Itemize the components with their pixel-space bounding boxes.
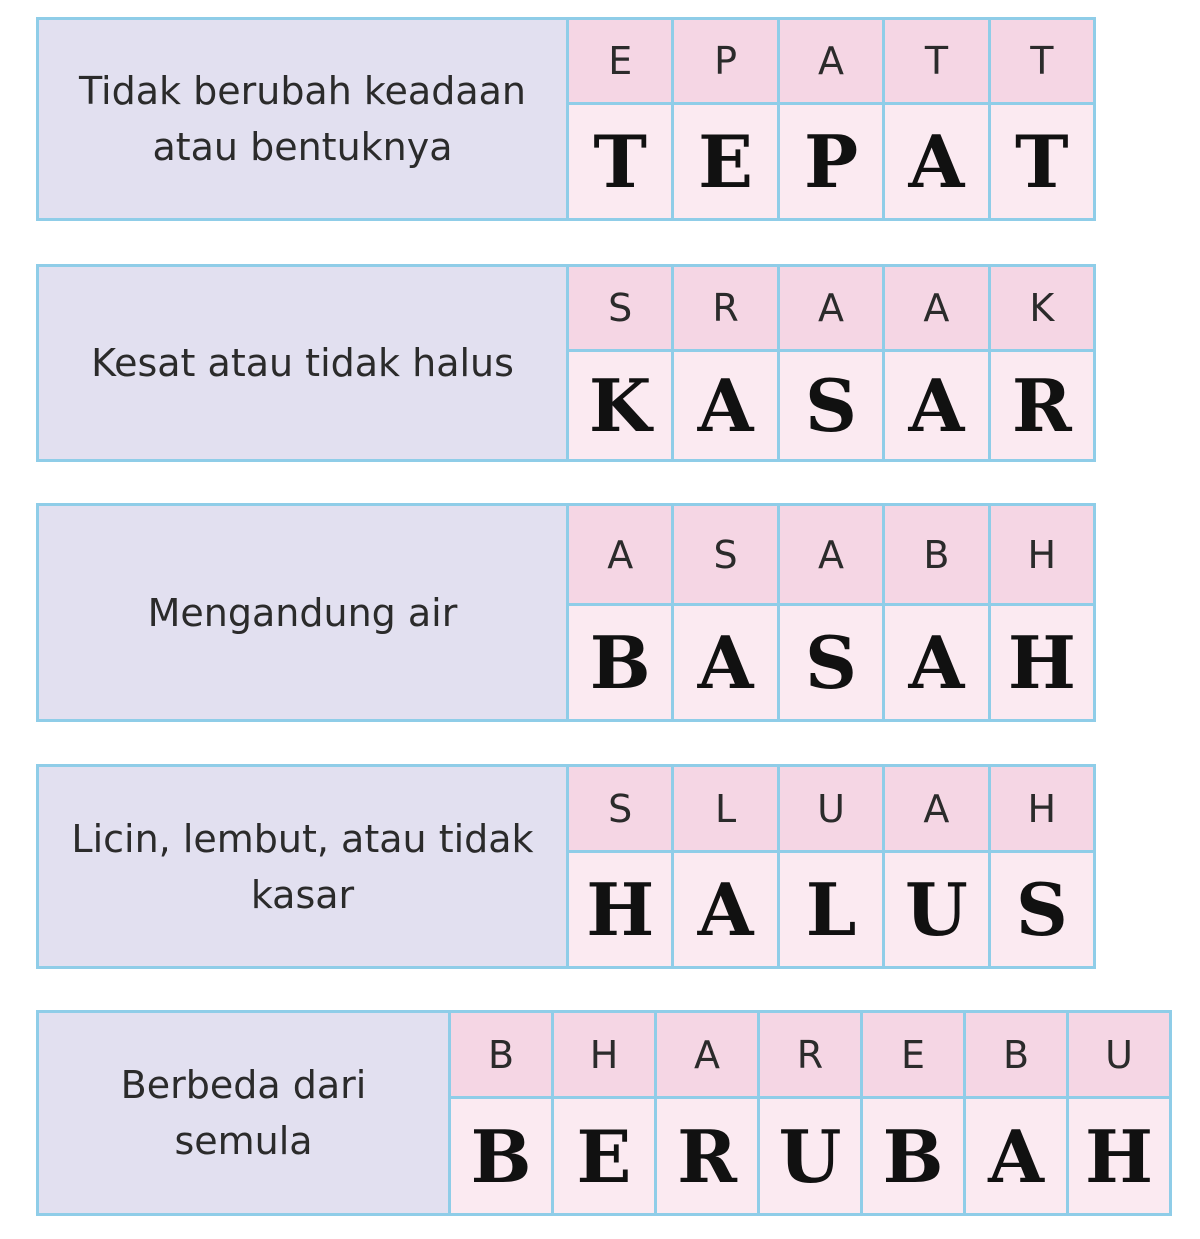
- scrambled-letter: A: [777, 506, 882, 603]
- letter-grid: [569, 20, 1093, 218]
- answer-letter: R: [988, 352, 1093, 459]
- answer-letter: K: [569, 352, 671, 459]
- clue-cell: [39, 1013, 451, 1213]
- answer-letters-row: [569, 105, 1093, 218]
- answer-letter: B: [451, 1099, 551, 1213]
- scrambled-letter: H: [551, 1013, 654, 1096]
- answer-letter: A: [882, 606, 987, 719]
- scrambled-letter: A: [777, 20, 882, 102]
- puzzle-row-3: [36, 503, 1096, 722]
- answer-letters-row: [569, 853, 1093, 966]
- answer-letter: L: [777, 853, 882, 966]
- scrambled-letter: A: [569, 506, 671, 603]
- answer-letters-row: [451, 1099, 1169, 1213]
- answer-letters-row: [569, 352, 1093, 459]
- answer-letter: U: [757, 1099, 860, 1213]
- scrambled-letters-row: [569, 20, 1093, 105]
- letter-grid: [569, 267, 1093, 459]
- puzzle-row-1: [36, 17, 1096, 221]
- clue-line: semula: [174, 1119, 313, 1163]
- scrambled-letter: A: [654, 1013, 757, 1096]
- letter-grid: [569, 506, 1093, 719]
- clue-cell: [39, 506, 569, 719]
- scrambled-letter: B: [882, 506, 987, 603]
- answer-letter: A: [671, 352, 776, 459]
- scrambled-letter: R: [671, 267, 776, 349]
- scrambled-letter: U: [777, 767, 882, 850]
- puzzle-row-5: [36, 1010, 1172, 1216]
- answer-letter: H: [1066, 1099, 1169, 1213]
- scrambled-letter: A: [882, 767, 987, 850]
- clue-line: kasar: [250, 872, 355, 917]
- scrambled-letter: R: [757, 1013, 860, 1096]
- answer-letter: A: [671, 606, 776, 719]
- scrambled-letter: S: [569, 267, 671, 349]
- answer-letter: U: [882, 853, 987, 966]
- clue-line: Licin, lembut, atau tidak: [71, 816, 534, 861]
- answer-letter: S: [988, 853, 1093, 966]
- scrambled-letters-row: [569, 506, 1093, 606]
- scrambled-letter: S: [569, 767, 671, 850]
- scrambled-letters-row: [569, 767, 1093, 853]
- answer-letter: A: [671, 853, 776, 966]
- scrambled-letter: E: [569, 20, 671, 102]
- scrambled-letter: P: [671, 20, 776, 102]
- answer-letter: T: [569, 105, 671, 218]
- scrambled-letter: B: [963, 1013, 1066, 1096]
- answer-letter: T: [988, 105, 1093, 218]
- answer-letters-row: [569, 606, 1093, 719]
- clue-cell: [39, 20, 569, 218]
- scrambled-letter: T: [882, 20, 987, 102]
- clue-line: atau bentuknya: [152, 125, 453, 169]
- scrambled-letters-row: [451, 1013, 1169, 1099]
- answer-letter: A: [882, 105, 987, 218]
- scrambled-letter: E: [860, 1013, 963, 1096]
- answer-letter: E: [551, 1099, 654, 1213]
- clue-cell: [39, 767, 569, 966]
- scrambled-letter: U: [1066, 1013, 1169, 1096]
- scrambled-letter: S: [671, 506, 776, 603]
- clue-line: Kesat atau tidak halus: [91, 341, 514, 385]
- answer-letter: H: [988, 606, 1093, 719]
- clue-cell: [39, 267, 569, 459]
- scrambled-letter: A: [777, 267, 882, 349]
- scrambled-letters-row: [569, 267, 1093, 352]
- clue-line: Berbeda dari: [120, 1063, 367, 1107]
- scrambled-letter: A: [882, 267, 987, 349]
- scrambled-letter: H: [988, 506, 1093, 603]
- answer-letter: S: [777, 352, 882, 459]
- answer-letter: P: [777, 105, 882, 218]
- scrambled-letter: L: [671, 767, 776, 850]
- answer-letter: H: [569, 853, 671, 966]
- clue-line: Tidak berubah keadaan: [79, 69, 526, 113]
- answer-letter: E: [671, 105, 776, 218]
- letter-grid: [569, 767, 1093, 966]
- answer-letter: A: [882, 352, 987, 459]
- answer-letter: S: [777, 606, 882, 719]
- answer-letter: R: [654, 1099, 757, 1213]
- puzzle-row-4: [36, 764, 1096, 969]
- scrambled-letter: B: [451, 1013, 551, 1096]
- scrambled-letter: H: [988, 767, 1093, 850]
- scrambled-letter: T: [988, 20, 1093, 102]
- answer-letter: B: [569, 606, 671, 719]
- answer-letter: A: [963, 1099, 1066, 1213]
- letter-grid: [451, 1013, 1169, 1213]
- answer-letter: B: [860, 1099, 963, 1213]
- puzzle-row-2: [36, 264, 1096, 462]
- scrambled-letter: K: [988, 267, 1093, 349]
- clue-line: Mengandung air: [147, 590, 458, 635]
